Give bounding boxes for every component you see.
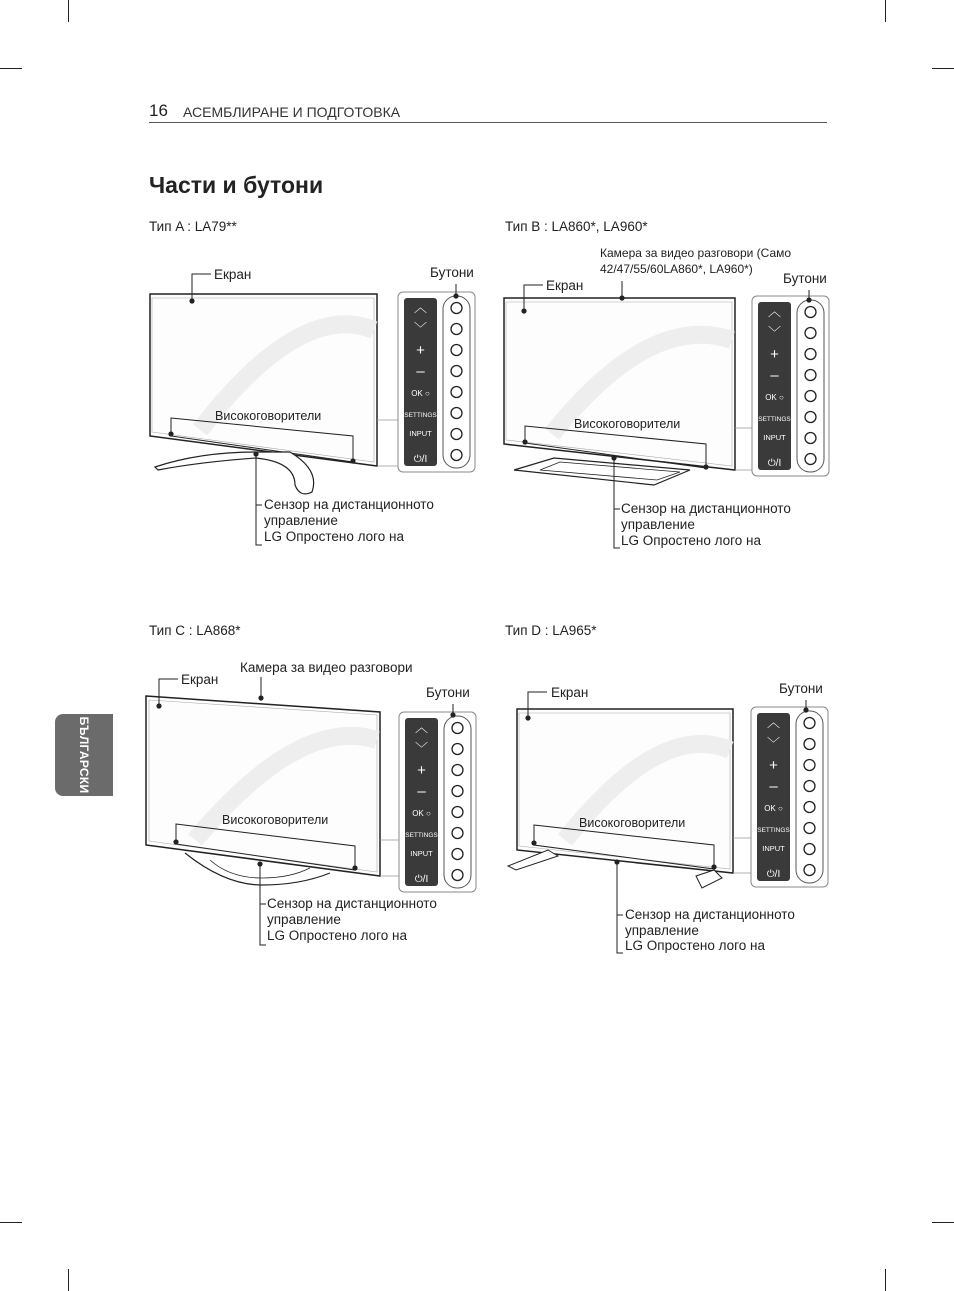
screen-label: Екран xyxy=(181,672,219,687)
tv-type-d xyxy=(508,709,752,888)
screen-label: Екран xyxy=(551,685,589,700)
buttons-label: Бутони xyxy=(430,265,474,280)
speakers-label: Високоговорители xyxy=(579,816,686,830)
tv-type-c xyxy=(146,696,400,885)
camera-label: Камера за видео разговори xyxy=(240,660,413,675)
sensor-label-2: управление xyxy=(267,912,341,927)
tv-type-b xyxy=(504,298,756,485)
sensor-label: Сензор на дистанционното xyxy=(267,896,437,911)
sensor-label-2: управление xyxy=(264,513,338,528)
buttons-label: Бутони xyxy=(779,681,823,696)
type-c-label: Тип C : LA868* xyxy=(149,623,241,638)
tv-type-a xyxy=(150,294,398,494)
type-a-label: Тип A : LA79** xyxy=(149,219,237,234)
sensor-label-2: управление xyxy=(625,923,699,938)
type-b-label: Тип B : LA860*, LA960* xyxy=(505,219,648,234)
sensor-label: Сензор на дистанционното xyxy=(264,497,434,512)
sensor-label-2: управление xyxy=(621,517,695,532)
camera-label: Камера за видео разговори (Само xyxy=(600,246,792,260)
buttons-label: Бутони xyxy=(426,685,470,700)
speakers-label: Високоговорители xyxy=(222,813,329,827)
logo-label: LG Опростено лого на xyxy=(267,928,407,943)
speakers-label: Високоговорители xyxy=(574,417,681,431)
logo-label: LG Опростено лого на xyxy=(625,938,765,953)
language-tab-label: БЪЛГАРСКИ xyxy=(77,716,91,794)
camera-label-2: 42/47/55/60LA860*, LA960*) xyxy=(600,262,753,276)
page-title: Части и бутони xyxy=(149,172,324,198)
buttons-label: Бутони xyxy=(783,271,827,286)
logo-label: LG Опростено лого на xyxy=(621,533,761,548)
screen-label: Екран xyxy=(546,278,584,293)
logo-label: LG Опростено лого на xyxy=(264,529,404,544)
screen-label: Екран xyxy=(214,267,252,282)
tv-illustrations: ︿ ﹀ + – OK ○ SETTINGS INPUT ⏻/I xyxy=(0,0,954,1291)
speakers-label: Високоговорители xyxy=(215,409,322,423)
sensor-label: Сензор на дистанционното xyxy=(621,501,791,516)
page-number: 16 xyxy=(149,101,168,120)
sensor-label: Сензор на дистанционното xyxy=(625,907,795,922)
type-d-label: Тип D : LA965* xyxy=(505,623,597,638)
section-title: АСЕМБЛИРАНЕ И ПОДГОТОВКА xyxy=(183,104,401,120)
